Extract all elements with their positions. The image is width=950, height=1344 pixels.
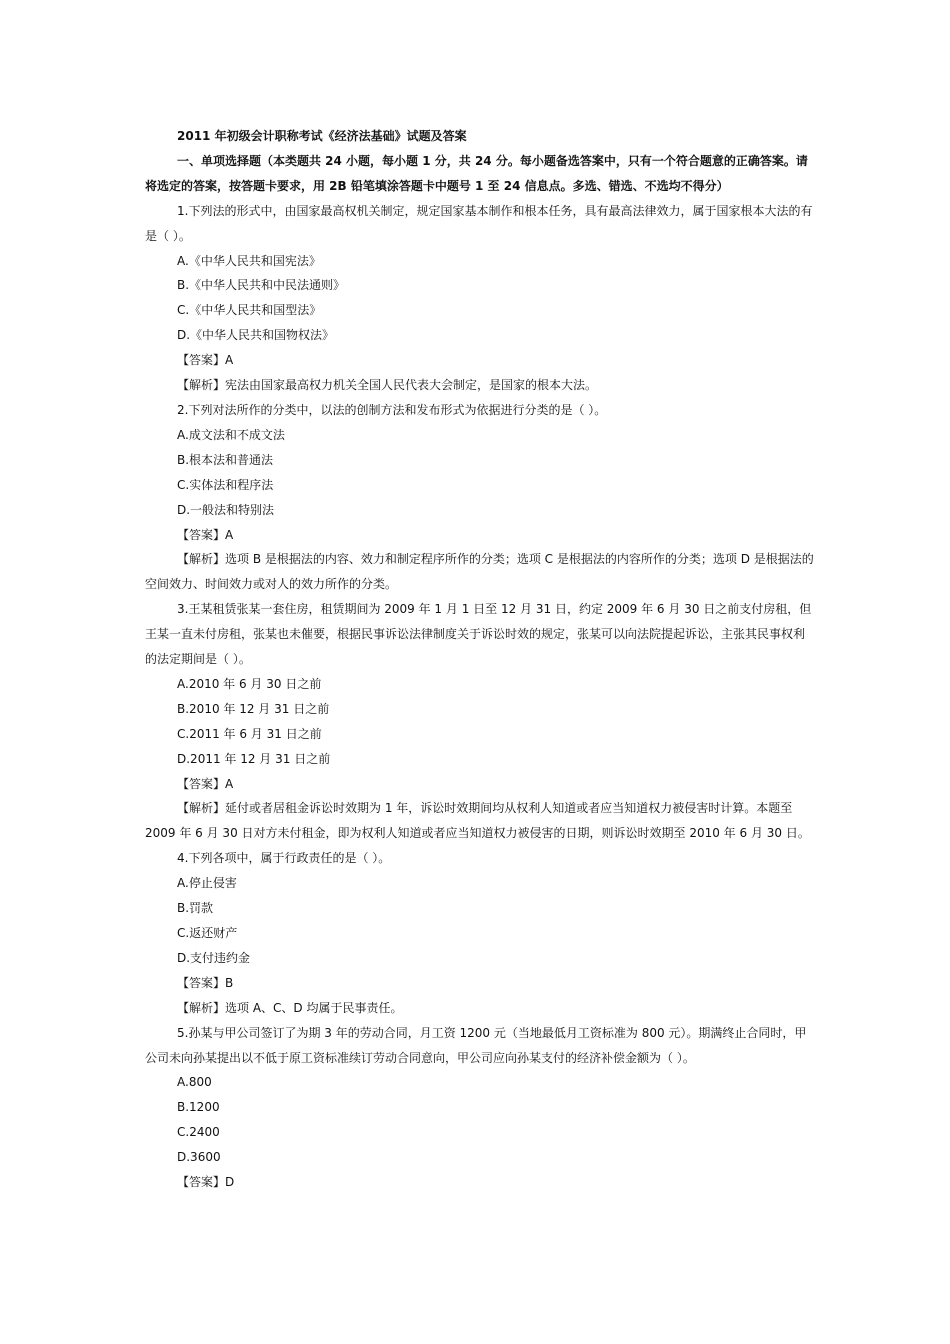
question-option: C.2011 年 6 月 31 日之前 (177, 726, 322, 741)
question-option: B.2010 年 12 月 31 日之前 (177, 701, 330, 716)
question-answer: 【答案】A (177, 776, 234, 791)
document-title: 2011 年初级会计职称考试《经济法基础》试题及答案 (177, 129, 467, 143)
question-option: D.《中华人民共和国物权法》 (177, 328, 335, 343)
section-header: 一、单项选择题（本类题共 24 小题，每小题 1 分，共 24 分。每小题备选答案中，只有一个符合题意的正确答案。请将选定的答案，按答题卡要求，用 2B 铅笔填涂答题卡中题号 1 至 24 信息点。多选、错选、不选均不得分） (145, 153, 808, 193)
question-stem: 1.下列法的形式中，由国家最高权机关制定，规定国家基本制作和根本任务，具有最高法律效力，属于国家根本大法的有是（ ）。 (145, 203, 813, 243)
question-option: A.2010 年 6 月 30 日之前 (177, 676, 322, 691)
question-option: C.实体法和程序法 (177, 477, 274, 492)
question-option: A.800 (177, 1075, 212, 1090)
question-stem: 3.王某租赁张某一套住房，租赁期间为 2009 年 1 月 1 日至 12 月 31 日，约定 2009 年 6 月 30 日之前支付房租，但王某一直未付房租，张某也未催要，根据民事诉讼法律制度关于诉讼时效的规定，张某可以向法院提起诉讼，主张其民事权利的法定期间是（ ）。 (145, 602, 812, 667)
question-answer: 【答案】A (177, 527, 234, 542)
question-explanation: 【解析】延付或者居租金诉讼时效期为 1 年，诉讼时效期间均从权利人知道或者应当知道权力被侵害时计算。本题至 2009 年 6 月 30 日对方未付租金，即为权利人知道或者应当知道权力被侵害的日期，则诉讼时效期至 2010 年 6 月 30 日。 (145, 801, 810, 841)
question-option: C.2400 (177, 1125, 220, 1140)
question-answer: 【答案】A (177, 353, 234, 368)
question-stem: 2.下列对法所作的分类中，以法的创制方法和发布形式为依据进行分类的是（ ）。 (177, 402, 607, 417)
question-stem: 4.下列各项中，属于行政责任的是（ ）。 (177, 851, 391, 866)
question-option: D.一般法和特别法 (177, 502, 275, 517)
question-option: B.1200 (177, 1100, 220, 1115)
question-option: D.3600 (177, 1150, 221, 1165)
question-answer: 【答案】D (177, 1175, 235, 1190)
question-explanation: 【解析】选项 A、C、D 均属于民事责任。 (177, 1000, 403, 1015)
question-option: D.2011 年 12 月 31 日之前 (177, 751, 331, 766)
question-option: A.停止侵害 (177, 876, 237, 891)
question-option: B.《中华人民共和中民法通则》 (177, 278, 346, 293)
question-option: A.《中华人民共和国宪法》 (177, 253, 321, 268)
question-option: C.返还财产 (177, 926, 238, 940)
question-explanation: 【解析】选项 B 是根据法的内容、效力和制定程序所作的分类；选项 C 是根据法的内容所作的分类；选项 D 是根据法的空间效力、时间效力或对人的效力所作的分类。 (145, 552, 814, 592)
question-explanation: 【解析】宪法由国家最高权力机关全国人民代表大会制定，是国家的根本大法。 (177, 378, 598, 393)
question-option: C.《中华人民共和国型法》 (177, 303, 322, 318)
question-option: A.成文法和不成文法 (177, 427, 285, 442)
question-stem: 5.孙某与甲公司签订了为期 3 年的劳动合同，月工资 1200 元（当地最低月工资标准为 800 元）。期满终止合同时，甲公司未向孙某提出以不低于原工资标准续订劳动合同意向，甲公司应向孙某支付的经济补偿金额为（ ）。 (145, 1025, 807, 1065)
question-option: D.支付违约金 (177, 950, 251, 965)
document-content (145, 124, 815, 1195)
question-answer: 【答案】B (177, 975, 234, 990)
question-option: B.罚款 (177, 901, 214, 916)
question-option: B.根本法和普通法 (177, 452, 274, 467)
